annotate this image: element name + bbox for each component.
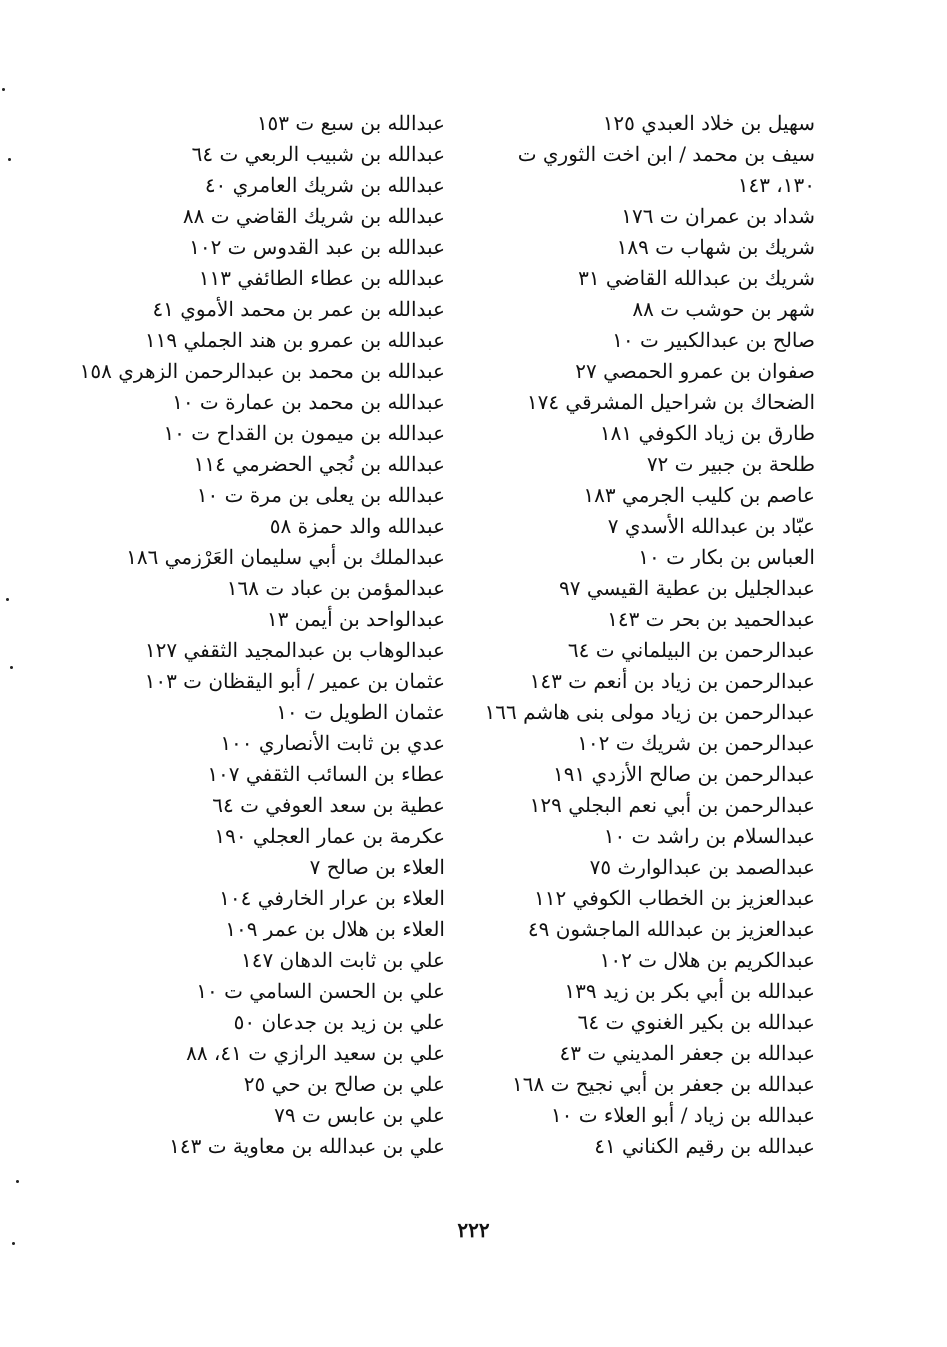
index-entry: شداد بن عمران ت ١٧٦ [621, 204, 815, 228]
index-entry: عبدالله بن نُجي الحضرمي ١١٤ [193, 452, 445, 476]
index-entry: عبدالله بن زياد / أبو العلاء ت ١٠ [550, 1103, 815, 1127]
index-entry: عاصم بن كليب الجرمي ١٨٣ [583, 483, 815, 507]
index-entry: عبّاد بن عبدالله الأسدي ٧ [607, 514, 815, 538]
index-entry: علي بن زيد بن جدعان ٥٠ [233, 1010, 445, 1034]
index-entry: عبدالله بن أبي بكر بن زيد ١٣٩ [564, 979, 815, 1003]
index-entry: العلاء بن صالح ٧ [309, 855, 445, 879]
index-entry: عكرمة بن عمار العجلي ١٩٠ [214, 824, 445, 848]
index-entry: عبدالكريم بن هلال ت ١٠٢ [599, 948, 815, 972]
index-entry: عبدالرحمن بن شريك ت ١٠٢ [577, 731, 815, 755]
index-entry: عبدالله بن محمد بن عمارة ت ١٠ [172, 390, 445, 414]
index-entry: عبدالملك بن أبي سليمان العَرْزمي ١٨٦ [126, 545, 445, 569]
index-entry: عبدالله بن عطاء الطائفي ١١٣ [198, 266, 445, 290]
index-entry: العلاء بن عرار الخارفي ١٠٤ [219, 886, 445, 910]
index-entry: عبدالله بن جعفر المديني ت ٤٣ [559, 1041, 815, 1065]
index-entry: عبدالصمد بن عبدالوارث ٧٥ [589, 855, 815, 879]
index-entry: علي بن سعيد الرازي ت ٤١، ٨٨ [186, 1041, 445, 1065]
index-entry: عبدالله بن يعلى بن مرة ت ١٠ [196, 483, 445, 507]
index-entry: عبدالرحمن بن زياد مولى بنى هاشم ١٦٦ [484, 700, 815, 724]
index-entry: عبدالمؤمن بن عباد ت ١٦٨ [226, 576, 445, 600]
index-entry: عبدالله بن عمر بن محمد الأموي ٤١ [152, 297, 445, 321]
index-entry: علي بن عبدالله بن معاوية ت ١٤٣ [169, 1134, 445, 1158]
scan-speck [6, 598, 9, 601]
index-entry: العلاء بن هلال بن عمر ١٠٩ [225, 917, 445, 941]
scan-speck [8, 158, 11, 161]
index-entry: ١٣٠، ١٤٣ [737, 173, 815, 197]
index-entry: عطية بن سعد العوفي ت ٦٤ [212, 793, 445, 817]
index-entry: عثمان الطويل ت ١٠ [276, 700, 445, 724]
index-entry: علي بن الحسن السامي ت ١٠ [196, 979, 445, 1003]
index-entry: العباس بن بكار ت ١٠ [638, 545, 815, 569]
index-entry: عبدالله بن سبع ت ١٥٣ [256, 111, 445, 135]
scan-speck [10, 666, 13, 669]
index-entry: علي بن عابس ت ٧٩ [274, 1103, 445, 1127]
index-entry: شريك بن عبدالله القاضي ٣١ [578, 266, 815, 290]
index-entry: عبدالله بن جعفر بن أبي نجيح ت ١٦٨ [512, 1072, 815, 1096]
index-entry: عبدالله بن بكير الغنوي ت ٦٤ [577, 1010, 815, 1034]
index-entry: عبدالجليل بن عطية القيسي ٩٧ [559, 576, 815, 600]
index-entry: عبدالله بن عمرو بن هند الجملي ١١٩ [144, 328, 445, 352]
index-entry: علي بن صالح بن حي ٢٥ [243, 1072, 445, 1096]
page-number: ٢٢٢ [457, 1218, 490, 1242]
index-column-right [485, 108, 815, 1162]
index-entry: صالح بن عبدالكبير ت ١٠ [612, 328, 815, 352]
index-entry: عبدالله بن ميمون بن القداح ت ١٠ [163, 421, 445, 445]
index-entry: طلحة بن جبير ت ٧٢ [646, 452, 815, 476]
index-entry: عبدالحميد بن بحر ت ١٤٣ [607, 607, 815, 631]
index-entry: عبدالوهاب بن عبدالمجيد الثقفي ١٢٧ [144, 638, 445, 662]
index-entry: شهر بن حوشب ت ٨٨ [632, 297, 815, 321]
index-entry: سيف بن محمد / ابن اخت الثوري ت [517, 142, 815, 166]
index-entry: عطاء بن السائب الثقفي ١٠٧ [207, 762, 445, 786]
index-entry: علي بن ثابت الدهان ١٤٧ [240, 948, 445, 972]
scan-speck [12, 1242, 15, 1245]
index-entry: سهيل بن خلاد العبدي ١٢٥ [602, 111, 815, 135]
index-entry: عبدالله بن شريك القاضي ت ٨٨ [182, 204, 445, 228]
index-entry: عبدالرحمن بن زياد بن أنعم ت ١٤٣ [529, 669, 815, 693]
index-entry: عثمان بن عمير / أبو اليقظان ت ١٠٣ [144, 669, 445, 693]
index-entry: شريك بن شهاب ت ١٨٩ [616, 235, 815, 259]
index-entry: عبدالعزيز بن عبدالله الماجشون ٤٩ [527, 917, 815, 941]
index-entry: صفوان بن عمرو الحمصي ٢٧ [575, 359, 815, 383]
index-entry: عبدالله والد حمزة ٥٨ [269, 514, 445, 538]
index-entry: عبدالرحمن بن البيلماني ت ٦٤ [567, 638, 815, 662]
index-entry: عبدالله بن محمد بن عبدالرحمن الزهري ١٥٨ [79, 359, 445, 383]
index-column-left [79, 108, 445, 1162]
index-entry: عدي بن ثابت الأنصاري ١٠٠ [220, 731, 445, 755]
index-entry: عبدالله بن عبد القدوس ت ١٠٢ [189, 235, 445, 259]
index-entry: عبدالرحمن بن صالح الأزدي ١٩١ [552, 762, 815, 786]
index-entry: عبدالرحمن بن أبي نعم البجلي ١٢٩ [529, 793, 815, 817]
index-entry: طارق بن زياد الكوفي ١٨١ [599, 421, 815, 445]
index-entry: عبدالله بن رقيم الكناني ٤١ [594, 1134, 815, 1158]
index-entry: عبدالعزيز بن الخطاب الكوفي ١١٢ [533, 886, 815, 910]
scan-speck [16, 1180, 19, 1183]
scan-speck [2, 88, 5, 91]
index-entry: عبدالله بن شريك العامري ٤٠ [204, 173, 445, 197]
index-entry: عبدالواحد بن أيمن ١٣ [266, 607, 445, 631]
index-entry: الضحاك بن شراحيل المشرقي ١٧٤ [526, 390, 815, 414]
index-entry: عبدالسلام بن راشد ت ١٠ [603, 824, 815, 848]
index-entry: عبدالله بن شبيب الربعي ت ٦٤ [191, 142, 445, 166]
